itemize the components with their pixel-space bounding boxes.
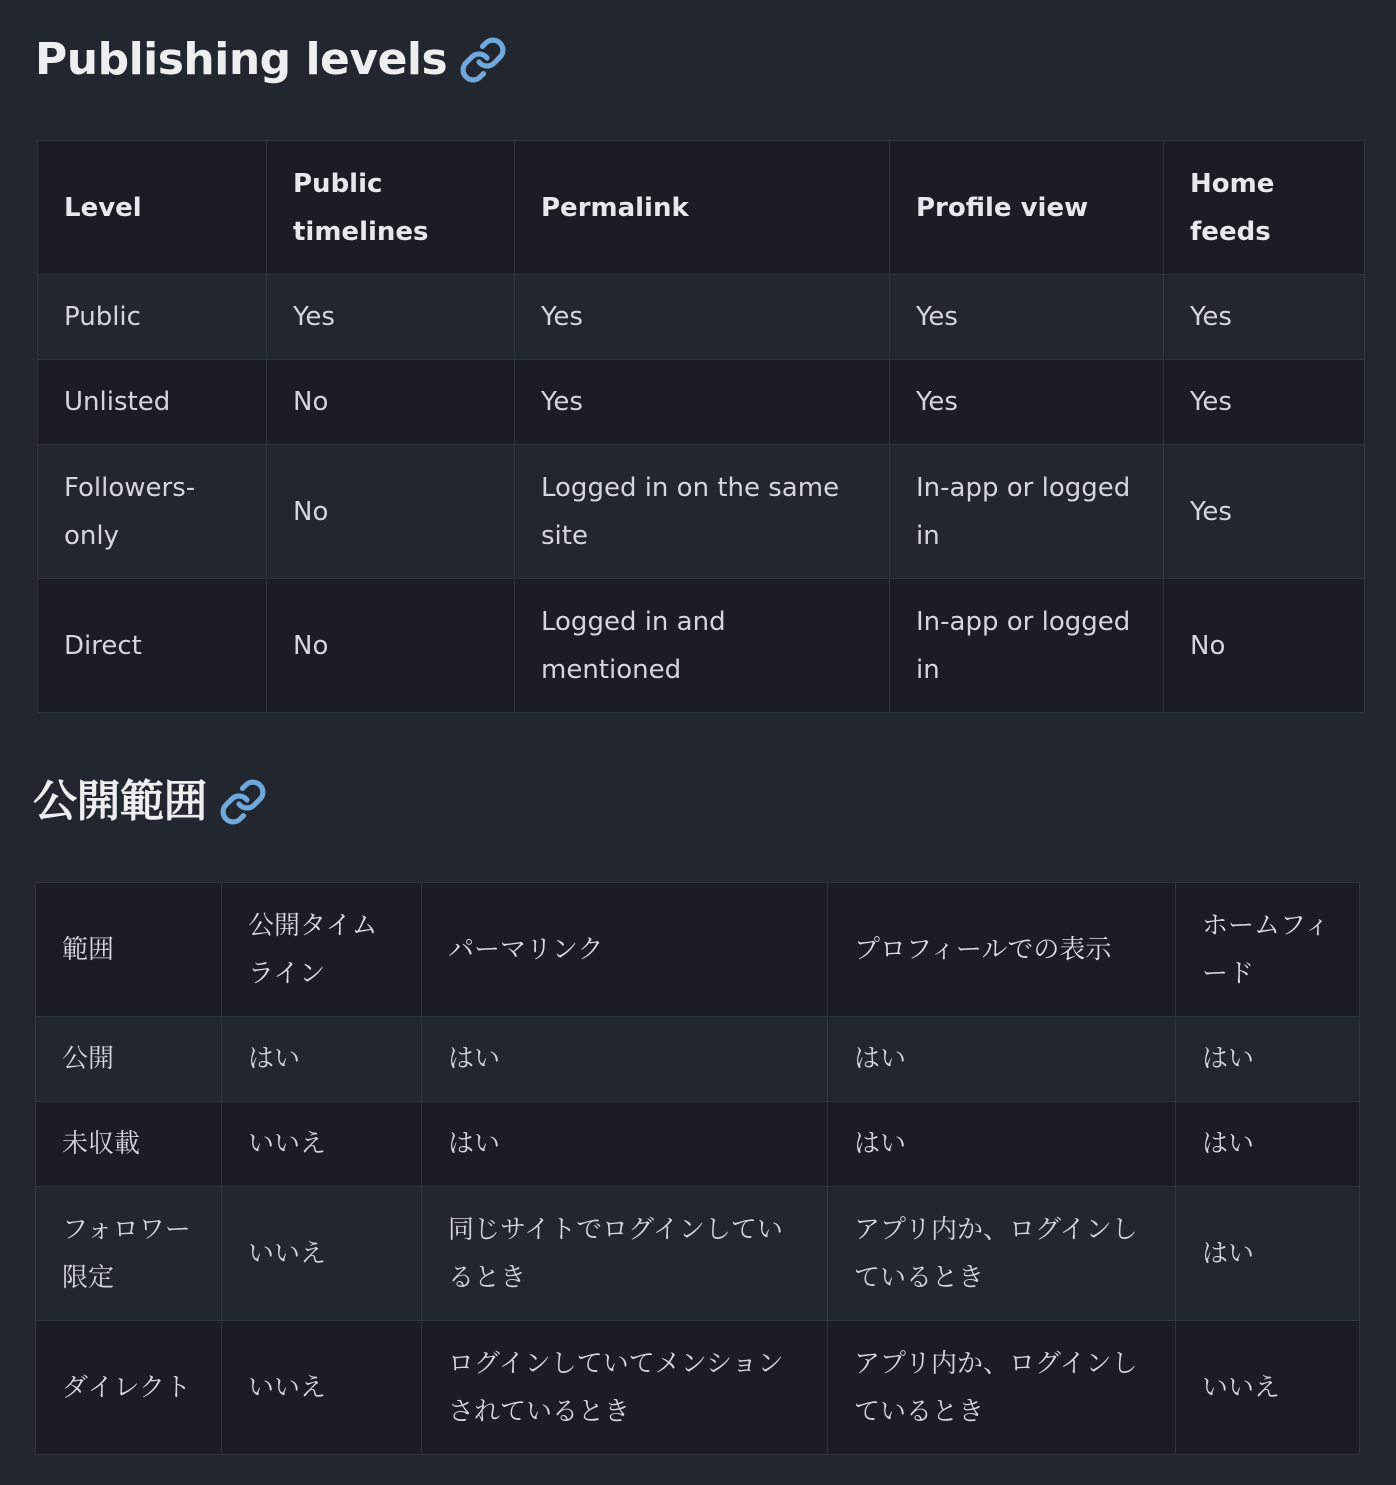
section-heading-koukai-hani bbox=[33, 778, 267, 826]
heading-text: Publishing levels bbox=[35, 34, 448, 85]
table-cell: アプリ内か、ログインしているとき bbox=[828, 1321, 1176, 1455]
koukai-hani-table bbox=[35, 882, 1360, 1455]
table-cell: Logged in on the same site bbox=[515, 445, 890, 579]
table-cell: In-app or logged in bbox=[890, 445, 1164, 579]
table-row bbox=[38, 360, 1365, 445]
column-header-hani: 範囲 bbox=[36, 883, 222, 1017]
column-header-permalink: パーマリンク bbox=[422, 883, 828, 1017]
table-row bbox=[38, 275, 1365, 360]
table-cell: No bbox=[267, 579, 515, 713]
table-cell: Unlisted bbox=[38, 360, 267, 445]
table-cell: いいえ bbox=[222, 1102, 422, 1187]
table-row bbox=[38, 445, 1365, 579]
table-cell: Public bbox=[38, 275, 267, 360]
table-header-row bbox=[38, 141, 1365, 275]
table-cell: Yes bbox=[890, 360, 1164, 445]
heading-text: 公開範囲 bbox=[33, 776, 207, 827]
column-header-permalink: Permalink bbox=[515, 141, 890, 275]
publishing-levels-table bbox=[37, 140, 1365, 713]
table-cell: Followers-only bbox=[38, 445, 267, 579]
column-header-profile-view: プロフィールでの表示 bbox=[828, 883, 1176, 1017]
table-cell: はい bbox=[828, 1017, 1176, 1102]
column-header-home-feed: ホームフィード bbox=[1176, 883, 1360, 1017]
table-cell: No bbox=[267, 360, 515, 445]
column-header-public-timelines: Public timelines bbox=[267, 141, 515, 275]
column-header-level: Level bbox=[38, 141, 267, 275]
table-cell: 公開 bbox=[36, 1017, 222, 1102]
table-cell: Yes bbox=[1164, 360, 1365, 445]
table-cell: Yes bbox=[515, 275, 890, 360]
column-header-public-timeline: 公開タイムライン bbox=[222, 883, 422, 1017]
column-header-home-feeds: Home feeds bbox=[1164, 141, 1365, 275]
table-cell: ログインしていてメンションされているとき bbox=[422, 1321, 828, 1455]
table-cell: In-app or logged in bbox=[890, 579, 1164, 713]
table-cell: はい bbox=[1176, 1017, 1360, 1102]
table-cell: はい bbox=[1176, 1187, 1360, 1321]
table-cell: いいえ bbox=[1176, 1321, 1360, 1455]
column-header-profile-view: Profile view bbox=[890, 141, 1164, 275]
table-row bbox=[38, 579, 1365, 713]
anchor-link-icon[interactable] bbox=[459, 36, 507, 84]
table-cell: Yes bbox=[1164, 445, 1365, 579]
anchor-link-icon[interactable] bbox=[219, 778, 267, 826]
table-cell: Yes bbox=[890, 275, 1164, 360]
table-cell: フォロワー限定 bbox=[36, 1187, 222, 1321]
table-cell: はい bbox=[422, 1102, 828, 1187]
table-cell: Direct bbox=[38, 579, 267, 713]
table-cell: Yes bbox=[1164, 275, 1365, 360]
table-cell: No bbox=[267, 445, 515, 579]
table-header-row bbox=[36, 883, 1360, 1017]
table-row bbox=[36, 1187, 1360, 1321]
table-cell: Yes bbox=[267, 275, 515, 360]
table-cell: 未収載 bbox=[36, 1102, 222, 1187]
table-cell: はい bbox=[1176, 1102, 1360, 1187]
table-cell: No bbox=[1164, 579, 1365, 713]
table-cell: はい bbox=[222, 1017, 422, 1102]
table-cell: はい bbox=[422, 1017, 828, 1102]
table-cell: 同じサイトでログインしているとき bbox=[422, 1187, 828, 1321]
section-heading-publishing-levels bbox=[35, 36, 507, 84]
table-cell: いいえ bbox=[222, 1321, 422, 1455]
table-cell: Logged in and mentioned bbox=[515, 579, 890, 713]
table-row bbox=[36, 1017, 1360, 1102]
table-cell: いいえ bbox=[222, 1187, 422, 1321]
table-row bbox=[36, 1102, 1360, 1187]
table-cell: Yes bbox=[515, 360, 890, 445]
table-cell: アプリ内か、ログインしているとき bbox=[828, 1187, 1176, 1321]
table-cell: はい bbox=[828, 1102, 1176, 1187]
table-row bbox=[36, 1321, 1360, 1455]
table-cell: ダイレクト bbox=[36, 1321, 222, 1455]
